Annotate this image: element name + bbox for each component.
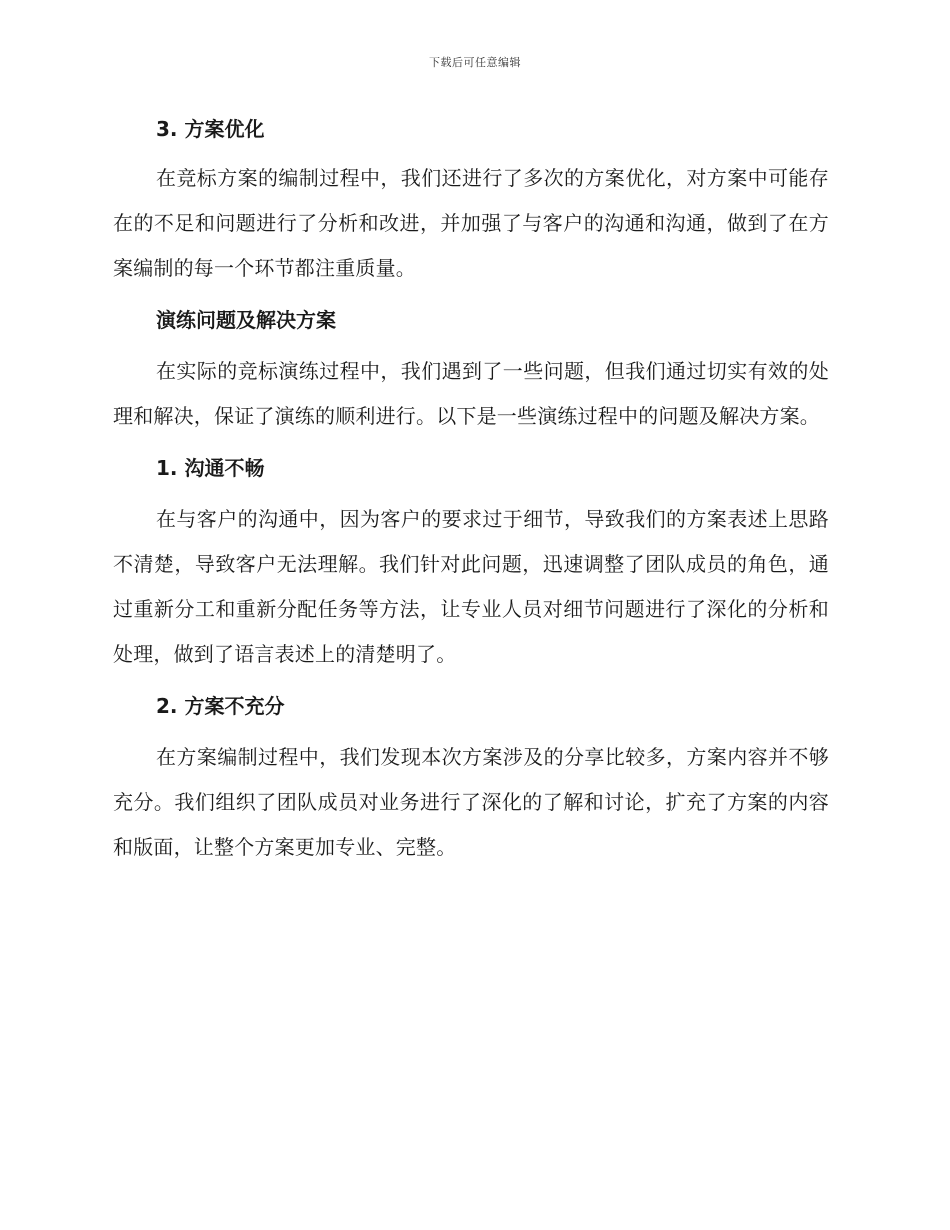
section-heading-drill-issues: 演练问题及解决方案 bbox=[156, 308, 336, 332]
section-heading-insufficient-plan: 2. 方案不充分 bbox=[156, 694, 285, 718]
section-paragraph-plan-optimization: 在竞标方案的编制过程中，我们还进行了多次的方案优化，对方案中可能存在的不足和问题进行了分析和改进，并加强了与客户的沟通和沟通，做到了在方案编制的每一个环节都注重质量。 bbox=[113, 166, 829, 280]
section-paragraph-poor-communication: 在与客户的沟通中，因为客户的要求过于细节，导致我们的方案表述上思路不清楚，导致客户无法理解。我们针对此问题，迅速调整了团队成员的角色，通过重新分工和重新分配任务等方法，让专业人员对细节问题进行了深化的分析和处理，做到了语言表述上的清楚明了。 bbox=[113, 507, 829, 666]
section-heading-poor-communication: 1. 沟通不畅 bbox=[156, 456, 265, 480]
page-header: 下载后可任意编辑 bbox=[429, 56, 521, 69]
section-heading-plan-optimization: 3. 方案优化 bbox=[156, 117, 265, 141]
section-paragraph-drill-issues: 在实际的竞标演练过程中，我们遇到了一些问题，但我们通过切实有效的处理和解决，保证了演练的顺利进行。以下是一些演练过程中的问题及解决方案。 bbox=[113, 359, 829, 428]
section-paragraph-insufficient-plan: 在方案编制过程中，我们发现本次方案涉及的分享比较多，方案内容并不够充分。我们组织了团队成员对业务进行了深化的了解和讨论，扩充了方案的内容和版面，让整个方案更加专业、完整。 bbox=[113, 745, 829, 859]
document-body bbox=[113, 112, 829, 870]
